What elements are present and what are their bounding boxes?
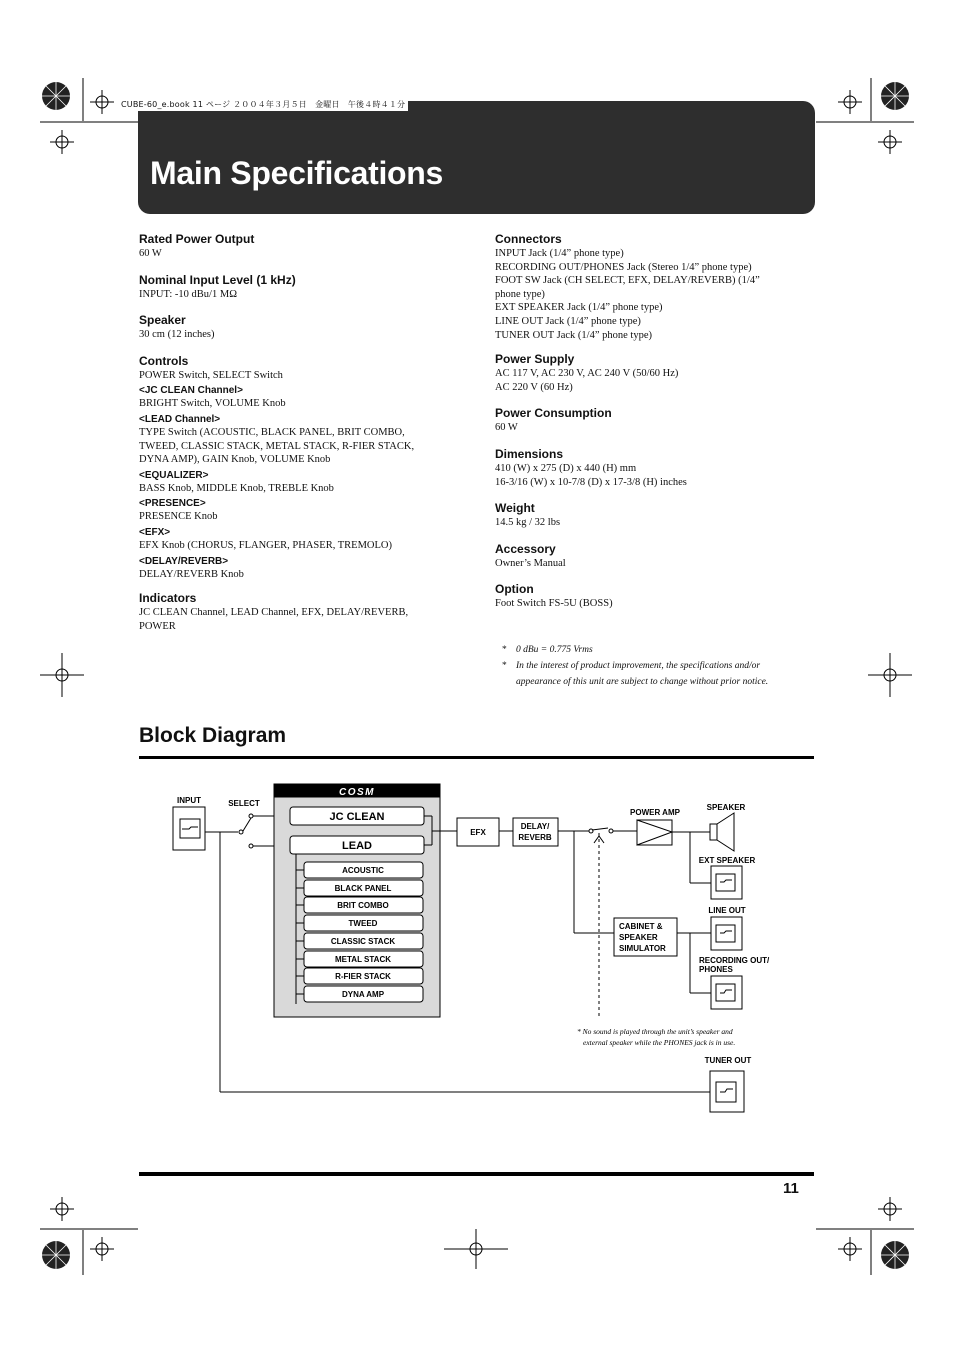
speaker-label: SPEAKER (706, 803, 746, 812)
amp-type-label: BLACK PANEL (334, 884, 392, 893)
spec-subheading: <JC CLEAN Channel> (139, 385, 243, 397)
spec-value: FOOT SW Jack (CH SELECT, EFX, DELAY/REVERB) (1/4” (495, 275, 760, 287)
spec-heading: Accessory (495, 541, 556, 556)
line-out-jack (711, 917, 742, 950)
note-marker: * (502, 645, 507, 655)
spec-value: 16-3/16 (W) x 10-7/8 (D) x 17-3/8 (H) inches (495, 476, 687, 488)
spec-value: POWER (139, 620, 176, 632)
amp-type-label: CLASSIC STACK (330, 937, 396, 946)
spec-value: Foot Switch FS-5U (BOSS) (495, 598, 613, 610)
spec-value: DYNA AMP), GAIN Knob, VOLUME Knob (139, 454, 331, 466)
spec-heading: Controls (139, 353, 189, 368)
amp-type-label: BRIT COMBO (337, 901, 389, 910)
spec-value: INPUT: -10 dBu/1 MΩ (139, 288, 237, 300)
spec-heading: Option (495, 582, 534, 597)
spec-value: AC 220 V (60 Hz) (495, 381, 573, 393)
spec-heading: Indicators (139, 591, 197, 606)
spec-subheading: <PRESENCE> (139, 498, 206, 510)
recording-out-label: RECORDING OUT/ (699, 956, 770, 965)
jc-clean-label: JC CLEAN (329, 811, 385, 823)
spec-value: TWEED, CLASSIC STACK, METAL STACK, R-FIER STACK, (139, 440, 415, 452)
spec-heading: Weight (495, 501, 535, 516)
spec-value: 60 W (139, 248, 162, 259)
spec-heading: Rated Power Output (139, 232, 255, 246)
spec-value: RECORDING OUT/PHONES Jack (Stereo 1/4” phone type) (495, 261, 752, 273)
amp-type-label: ACOUSTIC (342, 866, 384, 875)
file-header-note: CUBE-60_e.book 11 ページ ２００４年３月５日 金曜日 午後４時４１分 (118, 98, 408, 111)
spec-subheading: <EFX> (139, 526, 171, 538)
recording-out-jack (711, 976, 742, 1009)
tuner-out-jack (710, 1071, 744, 1112)
spec-value: POWER Switch, SELECT Switch (139, 369, 283, 381)
power-amp-label: POWER AMP (630, 808, 680, 817)
tuner-out-label: TUNER OUT (704, 1056, 752, 1065)
simulator-label: SIMULATOR (619, 944, 666, 953)
spec-heading: Dimensions (495, 446, 564, 461)
phones-label: PHONES (699, 965, 733, 974)
spec-subheading: <DELAY/REVERB> (139, 555, 229, 567)
spec-value: phone type) (495, 288, 545, 300)
spec-heading: Connectors (495, 232, 562, 246)
page-number: 11 (783, 1180, 799, 1197)
spec-value: 410 (W) x 275 (D) x 440 (H) mm (495, 462, 637, 474)
page-title: Main Specifications (150, 155, 444, 191)
spec-value: EFX Knob (CHORUS, FLANGER, PHASER, TREMOLO) (139, 539, 392, 551)
spec-value: JC CLEAN Channel, LEAD Channel, EFX, DELAY/REVERB, (139, 607, 409, 619)
efx-label: EFX (470, 828, 486, 837)
block-diagram-title: Block Diagram (139, 724, 287, 747)
note-text: 0 dBu = 0.775 Vrms (516, 645, 593, 655)
spec-value: TUNER OUT Jack (1/4” phone type) (495, 329, 652, 341)
select-switch (243, 818, 251, 831)
spec-value: BASS Knob, MIDDLE Knob, TREBLE Knob (139, 482, 334, 494)
amp-type-label: R-FIER STACK (335, 972, 391, 981)
amp-type-label: DYNA AMP (341, 990, 385, 999)
spec-heading: Speaker (139, 313, 186, 328)
spec-value: INPUT Jack (1/4” phone type) (495, 248, 624, 259)
lead-label: LEAD (342, 840, 372, 852)
delay-label: DELAY/ (520, 822, 550, 831)
select-label: SELECT (228, 799, 260, 808)
diagram-footnote: external speaker while the PHONES jack is in use. (583, 1038, 736, 1047)
cosm-logo: COSM (339, 787, 375, 798)
spec-value: DELAY/REVERB Knob (139, 568, 244, 580)
footer-rule (139, 1172, 814, 1176)
spec-value: AC 117 V, AC 230 V, AC 240 V (50/60 Hz) (495, 368, 679, 380)
spec-value: Owner’s Manual (495, 557, 566, 569)
spec-subheading: <EQUALIZER> (139, 469, 209, 481)
amp-type-label: TWEED (348, 919, 378, 928)
note-text: appearance of this unit are subject to change without prior notice. (516, 677, 769, 687)
note-marker: * (502, 661, 507, 671)
reverb-label: REVERB (518, 833, 552, 842)
spec-value: 14.5 kg / 32 lbs (495, 517, 561, 529)
spec-value: TYPE Switch (ACOUSTIC, BLACK PANEL, BRIT COMBO, (139, 426, 405, 438)
input-label: INPUT (177, 796, 201, 805)
speaker-sim-label: SPEAKER (619, 933, 658, 942)
spec-value: 60 W (495, 422, 518, 434)
amp-type-label: METAL STACK (335, 955, 391, 964)
line-out-label: LINE OUT (708, 906, 746, 915)
diagram-footnote: * No sound is played through the unit’s speaker and (577, 1027, 733, 1036)
spec-value: BRIGHT Switch, VOLUME Knob (139, 398, 286, 410)
cabinet-label: CABINET & (619, 922, 663, 931)
ext-speaker-label: EXT SPEAKER (698, 856, 756, 865)
spec-heading: Power Supply (495, 352, 575, 367)
spec-heading: Power Consumption (495, 406, 612, 421)
spec-value: LINE OUT Jack (1/4” phone type) (495, 315, 641, 327)
spec-value: EXT SPEAKER Jack (1/4” phone type) (495, 302, 663, 314)
spec-value: 30 cm (12 inches) (139, 329, 215, 341)
note-text: In the interest of product improvement, the specifications and/or (516, 661, 761, 671)
spec-heading: Nominal Input Level (1 kHz) (139, 272, 296, 287)
spec-value: PRESENCE Knob (139, 511, 218, 523)
ext-speaker-jack (711, 866, 742, 899)
spec-subheading: <LEAD Channel> (139, 413, 221, 425)
